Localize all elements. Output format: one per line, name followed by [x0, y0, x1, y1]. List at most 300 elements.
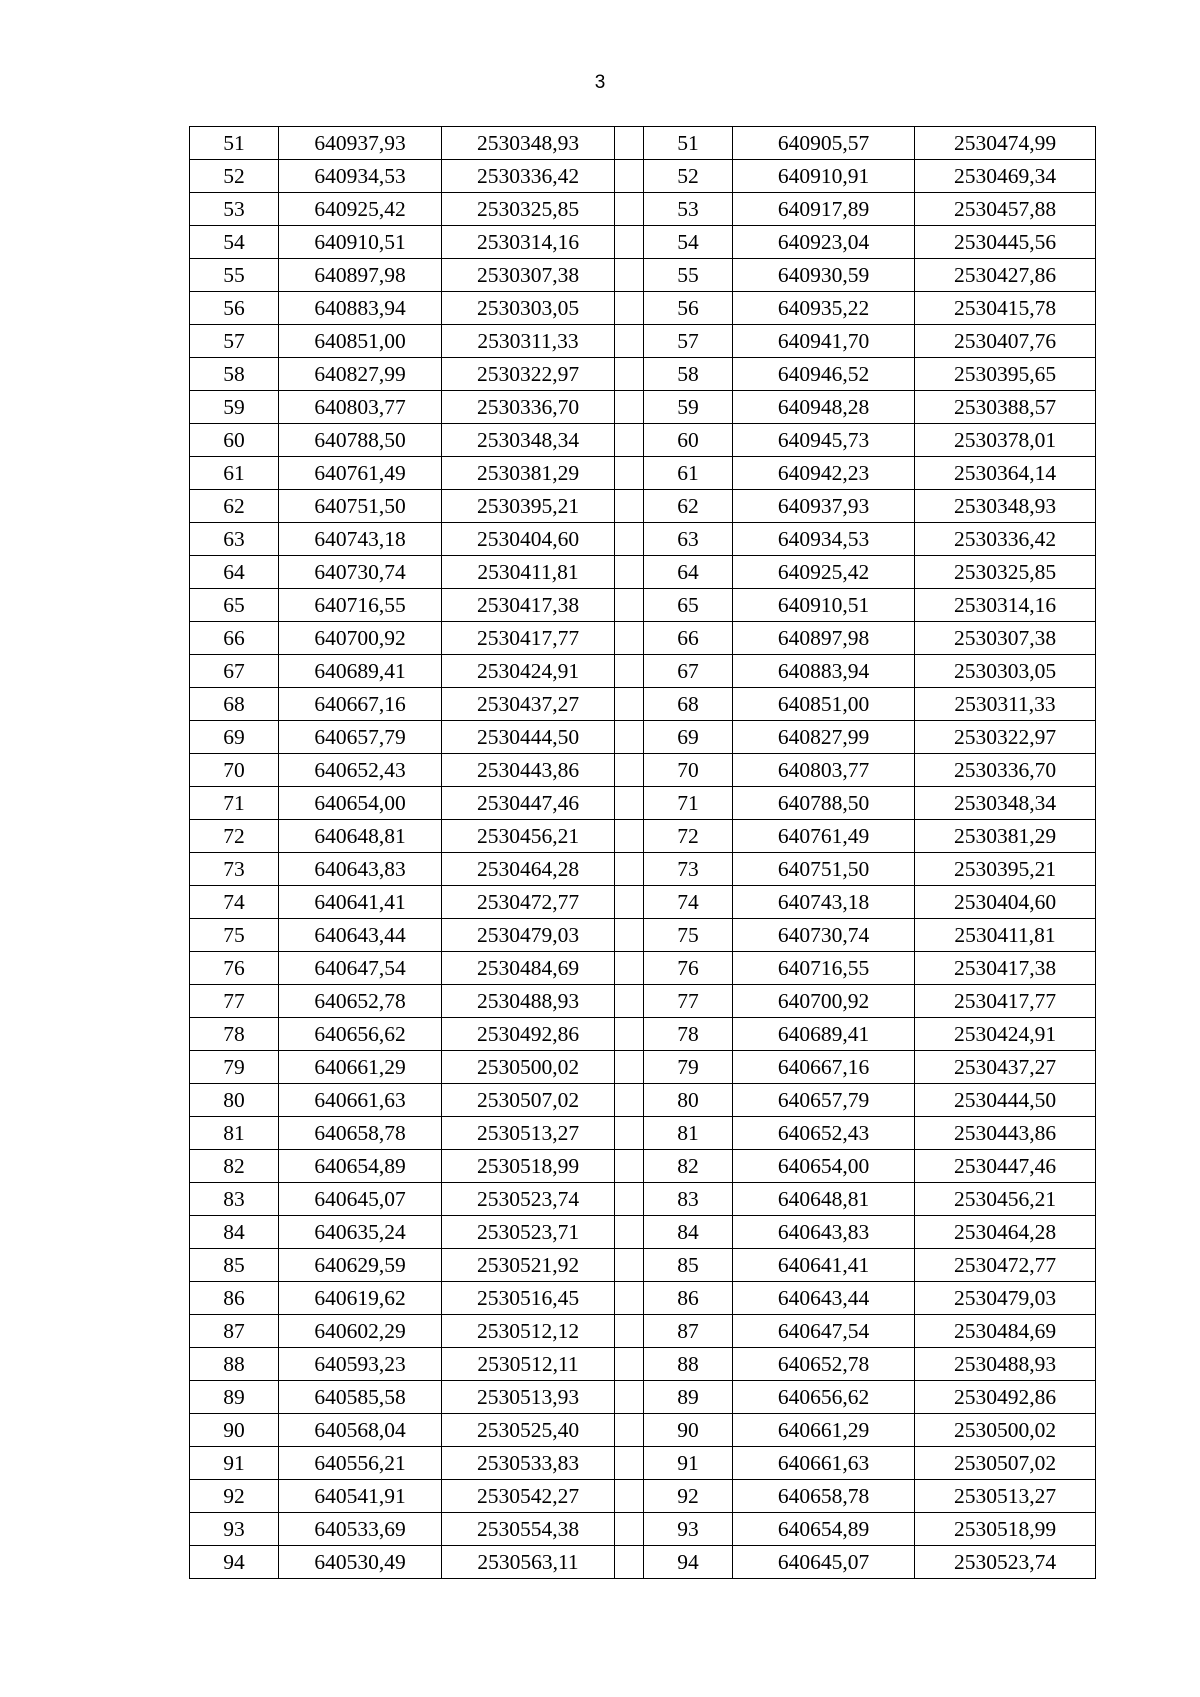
x-coordinate-cell: 640925,42 [279, 193, 442, 226]
separator-cell [615, 490, 644, 523]
y-coordinate-cell: 2530507,02 [442, 1084, 615, 1117]
y-coordinate-cell-right: 2530395,21 [915, 853, 1096, 886]
point-number-cell: 55 [190, 259, 279, 292]
point-number-cell-right: 79 [644, 1051, 733, 1084]
x-coordinate-cell-right: 640788,50 [733, 787, 915, 820]
y-coordinate-cell: 2530447,46 [442, 787, 615, 820]
x-coordinate-cell: 640530,49 [279, 1546, 442, 1579]
point-number-cell-right: 66 [644, 622, 733, 655]
y-coordinate-cell-right: 2530307,38 [915, 622, 1096, 655]
coordinates-table [189, 126, 1096, 1579]
x-coordinate-cell: 640667,16 [279, 688, 442, 721]
point-number-cell-right: 52 [644, 160, 733, 193]
x-coordinate-cell-right: 640910,51 [733, 589, 915, 622]
y-coordinate-cell: 2530521,92 [442, 1249, 615, 1282]
y-coordinate-cell: 2530513,27 [442, 1117, 615, 1150]
table-row [190, 1348, 1096, 1381]
table-row [190, 655, 1096, 688]
table-row [190, 1084, 1096, 1117]
x-coordinate-cell: 640751,50 [279, 490, 442, 523]
point-number-cell-right: 70 [644, 754, 733, 787]
x-coordinate-cell: 640910,51 [279, 226, 442, 259]
separator-cell [615, 721, 644, 754]
table-row [190, 127, 1096, 160]
x-coordinate-cell-right: 640658,78 [733, 1480, 915, 1513]
y-coordinate-cell: 2530523,74 [442, 1183, 615, 1216]
x-coordinate-cell: 640788,50 [279, 424, 442, 457]
y-coordinate-cell: 2530500,02 [442, 1051, 615, 1084]
x-coordinate-cell: 640619,62 [279, 1282, 442, 1315]
table-row [190, 1150, 1096, 1183]
point-number-cell-right: 59 [644, 391, 733, 424]
x-coordinate-cell: 640661,63 [279, 1084, 442, 1117]
point-number-cell: 53 [190, 193, 279, 226]
point-number-cell: 58 [190, 358, 279, 391]
point-number-cell: 92 [190, 1480, 279, 1513]
point-number-cell-right: 76 [644, 952, 733, 985]
y-coordinate-cell-right: 2530424,91 [915, 1018, 1096, 1051]
y-coordinate-cell: 2530516,45 [442, 1282, 615, 1315]
separator-cell [615, 754, 644, 787]
x-coordinate-cell-right: 640652,43 [733, 1117, 915, 1150]
x-coordinate-cell: 640934,53 [279, 160, 442, 193]
y-coordinate-cell: 2530533,83 [442, 1447, 615, 1480]
y-coordinate-cell-right: 2530417,77 [915, 985, 1096, 1018]
table-row [190, 1282, 1096, 1315]
separator-cell [615, 292, 644, 325]
table-row [190, 1249, 1096, 1282]
point-number-cell: 88 [190, 1348, 279, 1381]
coordinates-table-body [190, 127, 1096, 1579]
point-number-cell-right: 71 [644, 787, 733, 820]
x-coordinate-cell-right: 640716,55 [733, 952, 915, 985]
point-number-cell-right: 60 [644, 424, 733, 457]
x-coordinate-cell-right: 640652,78 [733, 1348, 915, 1381]
x-coordinate-cell-right: 640643,83 [733, 1216, 915, 1249]
y-coordinate-cell: 2530395,21 [442, 490, 615, 523]
separator-cell [615, 1216, 644, 1249]
x-coordinate-cell-right: 640925,42 [733, 556, 915, 589]
x-coordinate-cell-right: 640910,91 [733, 160, 915, 193]
table-row [190, 820, 1096, 853]
y-coordinate-cell-right: 2530415,78 [915, 292, 1096, 325]
separator-cell [615, 688, 644, 721]
table-row [190, 952, 1096, 985]
y-coordinate-cell-right: 2530427,86 [915, 259, 1096, 292]
y-coordinate-cell: 2530322,97 [442, 358, 615, 391]
separator-cell [615, 259, 644, 292]
x-coordinate-cell-right: 640654,00 [733, 1150, 915, 1183]
x-coordinate-cell-right: 640948,28 [733, 391, 915, 424]
point-number-cell: 83 [190, 1183, 279, 1216]
point-number-cell: 79 [190, 1051, 279, 1084]
separator-cell [615, 919, 644, 952]
point-number-cell-right: 90 [644, 1414, 733, 1447]
separator-cell [615, 622, 644, 655]
separator-cell [615, 787, 644, 820]
y-coordinate-cell-right: 2530472,77 [915, 1249, 1096, 1282]
x-coordinate-cell: 640652,43 [279, 754, 442, 787]
point-number-cell: 80 [190, 1084, 279, 1117]
x-coordinate-cell-right: 640941,70 [733, 325, 915, 358]
point-number-cell: 66 [190, 622, 279, 655]
x-coordinate-cell: 640602,29 [279, 1315, 442, 1348]
table-row [190, 391, 1096, 424]
x-coordinate-cell-right: 640643,44 [733, 1282, 915, 1315]
separator-cell [615, 424, 644, 457]
x-coordinate-cell: 640897,98 [279, 259, 442, 292]
x-coordinate-cell-right: 640645,07 [733, 1546, 915, 1579]
y-coordinate-cell-right: 2530464,28 [915, 1216, 1096, 1249]
x-coordinate-cell: 640657,79 [279, 721, 442, 754]
x-coordinate-cell: 640761,49 [279, 457, 442, 490]
y-coordinate-cell-right: 2530325,85 [915, 556, 1096, 589]
x-coordinate-cell: 640541,91 [279, 1480, 442, 1513]
separator-cell [615, 1546, 644, 1579]
table-row [190, 985, 1096, 1018]
separator-cell [615, 1315, 644, 1348]
x-coordinate-cell: 640652,78 [279, 985, 442, 1018]
point-number-cell: 75 [190, 919, 279, 952]
x-coordinate-cell: 640629,59 [279, 1249, 442, 1282]
point-number-cell: 85 [190, 1249, 279, 1282]
table-row [190, 1051, 1096, 1084]
y-coordinate-cell-right: 2530348,34 [915, 787, 1096, 820]
y-coordinate-cell: 2530424,91 [442, 655, 615, 688]
separator-cell [615, 1513, 644, 1546]
y-coordinate-cell-right: 2530488,93 [915, 1348, 1096, 1381]
point-number-cell: 70 [190, 754, 279, 787]
point-number-cell-right: 65 [644, 589, 733, 622]
x-coordinate-cell: 640937,93 [279, 127, 442, 160]
separator-cell [615, 1249, 644, 1282]
table-row [190, 721, 1096, 754]
table-row [190, 259, 1096, 292]
x-coordinate-cell: 640656,62 [279, 1018, 442, 1051]
x-coordinate-cell: 640533,69 [279, 1513, 442, 1546]
point-number-cell: 57 [190, 325, 279, 358]
point-number-cell-right: 63 [644, 523, 733, 556]
y-coordinate-cell-right: 2530444,50 [915, 1084, 1096, 1117]
x-coordinate-cell: 640585,58 [279, 1381, 442, 1414]
point-number-cell: 51 [190, 127, 279, 160]
y-coordinate-cell: 2530518,99 [442, 1150, 615, 1183]
point-number-cell: 64 [190, 556, 279, 589]
point-number-cell-right: 72 [644, 820, 733, 853]
y-coordinate-cell: 2530525,40 [442, 1414, 615, 1447]
y-coordinate-cell-right: 2530518,99 [915, 1513, 1096, 1546]
point-number-cell-right: 68 [644, 688, 733, 721]
separator-cell [615, 523, 644, 556]
y-coordinate-cell: 2530314,16 [442, 226, 615, 259]
separator-cell [615, 556, 644, 589]
table-row [190, 358, 1096, 391]
separator-cell [615, 820, 644, 853]
y-coordinate-cell-right: 2530364,14 [915, 457, 1096, 490]
y-coordinate-cell: 2530348,34 [442, 424, 615, 457]
x-coordinate-cell-right: 640917,89 [733, 193, 915, 226]
point-number-cell: 68 [190, 688, 279, 721]
x-coordinate-cell: 640641,41 [279, 886, 442, 919]
x-coordinate-cell: 640654,00 [279, 787, 442, 820]
y-coordinate-cell: 2530563,11 [442, 1546, 615, 1579]
x-coordinate-cell-right: 640937,93 [733, 490, 915, 523]
x-coordinate-cell: 640645,07 [279, 1183, 442, 1216]
point-number-cell-right: 69 [644, 721, 733, 754]
separator-cell [615, 952, 644, 985]
point-number-cell-right: 94 [644, 1546, 733, 1579]
x-coordinate-cell-right: 640946,52 [733, 358, 915, 391]
point-number-cell: 91 [190, 1447, 279, 1480]
separator-cell [615, 1414, 644, 1447]
x-coordinate-cell-right: 640935,22 [733, 292, 915, 325]
table-row [190, 556, 1096, 589]
table-row [190, 754, 1096, 787]
y-coordinate-cell: 2530484,69 [442, 952, 615, 985]
point-number-cell: 93 [190, 1513, 279, 1546]
point-number-cell: 60 [190, 424, 279, 457]
y-coordinate-cell: 2530404,60 [442, 523, 615, 556]
y-coordinate-cell: 2530417,38 [442, 589, 615, 622]
point-number-cell-right: 84 [644, 1216, 733, 1249]
separator-cell [615, 160, 644, 193]
x-coordinate-cell: 640700,92 [279, 622, 442, 655]
point-number-cell-right: 89 [644, 1381, 733, 1414]
x-coordinate-cell: 640689,41 [279, 655, 442, 688]
y-coordinate-cell: 2530523,71 [442, 1216, 615, 1249]
separator-cell [615, 655, 644, 688]
separator-cell [615, 358, 644, 391]
point-number-cell: 54 [190, 226, 279, 259]
x-coordinate-cell-right: 640743,18 [733, 886, 915, 919]
y-coordinate-cell-right: 2530395,65 [915, 358, 1096, 391]
x-coordinate-cell: 640643,44 [279, 919, 442, 952]
separator-cell [615, 1018, 644, 1051]
x-coordinate-cell: 640635,24 [279, 1216, 442, 1249]
x-coordinate-cell-right: 640851,00 [733, 688, 915, 721]
point-number-cell-right: 78 [644, 1018, 733, 1051]
y-coordinate-cell: 2530492,86 [442, 1018, 615, 1051]
y-coordinate-cell: 2530554,38 [442, 1513, 615, 1546]
y-coordinate-cell-right: 2530443,86 [915, 1117, 1096, 1150]
y-coordinate-cell: 2530472,77 [442, 886, 615, 919]
point-number-cell-right: 87 [644, 1315, 733, 1348]
table-row [190, 1480, 1096, 1513]
table-row [190, 1315, 1096, 1348]
point-number-cell-right: 92 [644, 1480, 733, 1513]
x-coordinate-cell: 640556,21 [279, 1447, 442, 1480]
point-number-cell-right: 67 [644, 655, 733, 688]
x-coordinate-cell: 640827,99 [279, 358, 442, 391]
x-coordinate-cell-right: 640761,49 [733, 820, 915, 853]
x-coordinate-cell: 640743,18 [279, 523, 442, 556]
table-row [190, 457, 1096, 490]
x-coordinate-cell-right: 640942,23 [733, 457, 915, 490]
table-row [190, 1381, 1096, 1414]
point-number-cell-right: 93 [644, 1513, 733, 1546]
x-coordinate-cell-right: 640654,89 [733, 1513, 915, 1546]
x-coordinate-cell-right: 640934,53 [733, 523, 915, 556]
x-coordinate-cell: 640716,55 [279, 589, 442, 622]
y-coordinate-cell-right: 2530388,57 [915, 391, 1096, 424]
y-coordinate-cell-right: 2530479,03 [915, 1282, 1096, 1315]
y-coordinate-cell-right: 2530474,99 [915, 127, 1096, 160]
point-number-cell: 77 [190, 985, 279, 1018]
point-number-cell: 63 [190, 523, 279, 556]
separator-cell [615, 1348, 644, 1381]
table-row [190, 160, 1096, 193]
point-number-cell: 78 [190, 1018, 279, 1051]
separator-cell [615, 457, 644, 490]
point-number-cell: 56 [190, 292, 279, 325]
point-number-cell-right: 73 [644, 853, 733, 886]
y-coordinate-cell: 2530513,93 [442, 1381, 615, 1414]
x-coordinate-cell-right: 640700,92 [733, 985, 915, 1018]
x-coordinate-cell-right: 640730,74 [733, 919, 915, 952]
y-coordinate-cell-right: 2530513,27 [915, 1480, 1096, 1513]
y-coordinate-cell: 2530542,27 [442, 1480, 615, 1513]
table-row [190, 1183, 1096, 1216]
x-coordinate-cell-right: 640657,79 [733, 1084, 915, 1117]
y-coordinate-cell-right: 2530378,01 [915, 424, 1096, 457]
point-number-cell-right: 54 [644, 226, 733, 259]
point-number-cell: 76 [190, 952, 279, 985]
point-number-cell: 90 [190, 1414, 279, 1447]
y-coordinate-cell-right: 2530417,38 [915, 952, 1096, 985]
point-number-cell-right: 64 [644, 556, 733, 589]
y-coordinate-cell: 2530303,05 [442, 292, 615, 325]
table-row [190, 424, 1096, 457]
y-coordinate-cell: 2530444,50 [442, 721, 615, 754]
y-coordinate-cell-right: 2530404,60 [915, 886, 1096, 919]
separator-cell [615, 127, 644, 160]
x-coordinate-cell-right: 640751,50 [733, 853, 915, 886]
x-coordinate-cell: 640643,83 [279, 853, 442, 886]
point-number-cell-right: 53 [644, 193, 733, 226]
x-coordinate-cell-right: 640905,57 [733, 127, 915, 160]
separator-cell [615, 325, 644, 358]
table-row [190, 688, 1096, 721]
table-row [190, 853, 1096, 886]
y-coordinate-cell: 2530512,11 [442, 1348, 615, 1381]
x-coordinate-cell: 640658,78 [279, 1117, 442, 1150]
y-coordinate-cell-right: 2530523,74 [915, 1546, 1096, 1579]
point-number-cell: 73 [190, 853, 279, 886]
separator-cell [615, 1150, 644, 1183]
separator-cell [615, 391, 644, 424]
point-number-cell: 65 [190, 589, 279, 622]
y-coordinate-cell-right: 2530445,56 [915, 226, 1096, 259]
y-coordinate-cell-right: 2530314,16 [915, 589, 1096, 622]
x-coordinate-cell-right: 640923,04 [733, 226, 915, 259]
y-coordinate-cell: 2530443,86 [442, 754, 615, 787]
point-number-cell-right: 57 [644, 325, 733, 358]
separator-cell [615, 1447, 644, 1480]
point-number-cell: 69 [190, 721, 279, 754]
x-coordinate-cell: 640648,81 [279, 820, 442, 853]
separator-cell [615, 1282, 644, 1315]
y-coordinate-cell-right: 2530447,46 [915, 1150, 1096, 1183]
table-row [190, 1414, 1096, 1447]
y-coordinate-cell-right: 2530437,27 [915, 1051, 1096, 1084]
point-number-cell-right: 75 [644, 919, 733, 952]
x-coordinate-cell: 640661,29 [279, 1051, 442, 1084]
separator-cell [615, 1117, 644, 1150]
table-row [190, 1117, 1096, 1150]
y-coordinate-cell: 2530325,85 [442, 193, 615, 226]
table-row [190, 490, 1096, 523]
separator-cell [615, 1381, 644, 1414]
table-row [190, 325, 1096, 358]
point-number-cell: 94 [190, 1546, 279, 1579]
x-coordinate-cell: 640647,54 [279, 952, 442, 985]
y-coordinate-cell: 2530464,28 [442, 853, 615, 886]
y-coordinate-cell: 2530336,42 [442, 160, 615, 193]
point-number-cell-right: 86 [644, 1282, 733, 1315]
point-number-cell-right: 91 [644, 1447, 733, 1480]
x-coordinate-cell-right: 640930,59 [733, 259, 915, 292]
point-number-cell-right: 74 [644, 886, 733, 919]
table-row [190, 226, 1096, 259]
point-number-cell-right: 80 [644, 1084, 733, 1117]
y-coordinate-cell: 2530488,93 [442, 985, 615, 1018]
separator-cell [615, 589, 644, 622]
y-coordinate-cell: 2530307,38 [442, 259, 615, 292]
point-number-cell-right: 61 [644, 457, 733, 490]
separator-cell [615, 1084, 644, 1117]
point-number-cell: 87 [190, 1315, 279, 1348]
y-coordinate-cell: 2530336,70 [442, 391, 615, 424]
point-number-cell: 89 [190, 1381, 279, 1414]
x-coordinate-cell-right: 640897,98 [733, 622, 915, 655]
y-coordinate-cell-right: 2530322,97 [915, 721, 1096, 754]
table-row [190, 1513, 1096, 1546]
table-row [190, 1018, 1096, 1051]
y-coordinate-cell-right: 2530381,29 [915, 820, 1096, 853]
x-coordinate-cell-right: 640656,62 [733, 1381, 915, 1414]
point-number-cell-right: 51 [644, 127, 733, 160]
table-row [190, 292, 1096, 325]
point-number-cell: 82 [190, 1150, 279, 1183]
y-coordinate-cell-right: 2530303,05 [915, 655, 1096, 688]
y-coordinate-cell-right: 2530411,81 [915, 919, 1096, 952]
separator-cell [615, 193, 644, 226]
separator-cell [615, 853, 644, 886]
table-row [190, 886, 1096, 919]
x-coordinate-cell: 640654,89 [279, 1150, 442, 1183]
x-coordinate-cell-right: 640648,81 [733, 1183, 915, 1216]
y-coordinate-cell-right: 2530469,34 [915, 160, 1096, 193]
x-coordinate-cell: 640568,04 [279, 1414, 442, 1447]
table-row [190, 787, 1096, 820]
table-row [190, 622, 1096, 655]
x-coordinate-cell: 640851,00 [279, 325, 442, 358]
point-number-cell-right: 55 [644, 259, 733, 292]
y-coordinate-cell-right: 2530311,33 [915, 688, 1096, 721]
point-number-cell-right: 85 [644, 1249, 733, 1282]
point-number-cell: 81 [190, 1117, 279, 1150]
table-row [190, 1216, 1096, 1249]
table-row [190, 919, 1096, 952]
table-row [190, 589, 1096, 622]
x-coordinate-cell: 640803,77 [279, 391, 442, 424]
y-coordinate-cell: 2530311,33 [442, 325, 615, 358]
point-number-cell-right: 88 [644, 1348, 733, 1381]
x-coordinate-cell-right: 640647,54 [733, 1315, 915, 1348]
point-number-cell: 84 [190, 1216, 279, 1249]
page-number: 3 [594, 72, 606, 93]
separator-cell [615, 1051, 644, 1084]
